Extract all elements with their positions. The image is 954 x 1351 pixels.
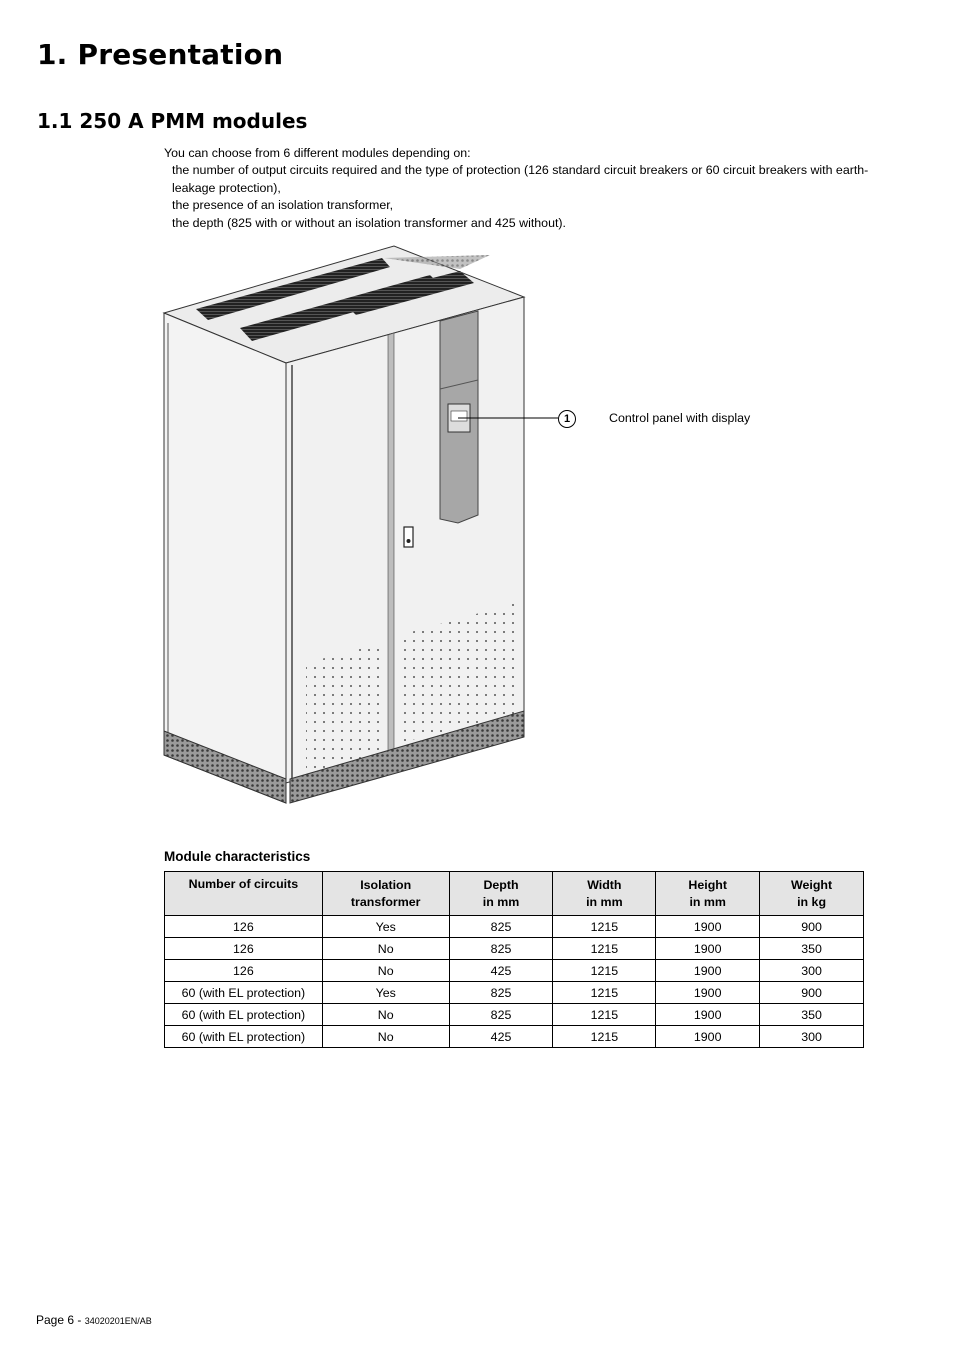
door-handle <box>404 527 413 547</box>
table-row <box>165 916 864 938</box>
column-header: Height in mm <box>656 872 760 916</box>
column-header: Width in mm <box>553 872 656 916</box>
column-header: Number of circuits <box>165 872 323 916</box>
callout-label: Control panel with display <box>609 411 751 425</box>
table-cell: 300 <box>760 1026 864 1048</box>
table-cell: 350 <box>760 938 864 960</box>
intro-bullet: the number of output circuits required and the type of protection (126 standard circuit breakers or 60 circuit breakers with earth-leakage protection), <box>172 163 869 195</box>
table-cell: 825 <box>449 982 553 1004</box>
table-cell: 1900 <box>656 938 760 960</box>
column-header: Depth in mm <box>449 872 553 916</box>
page-number: Page 6 - <box>36 1313 85 1327</box>
intro-bullet: the presence of an isolation transformer, <box>172 198 394 213</box>
table-cell: 825 <box>449 938 553 960</box>
table-cell: No <box>322 1004 449 1026</box>
table-cell: 1215 <box>553 938 656 960</box>
table-cell: 1900 <box>656 960 760 982</box>
table-cell: 1215 <box>553 982 656 1004</box>
intro-lead: You can choose from 6 different modules depending on: <box>164 146 471 160</box>
table-cell: 350 <box>760 1004 864 1026</box>
table-row <box>165 982 864 1004</box>
module-characteristics-table <box>164 871 864 1048</box>
table-cell: 126 <box>165 916 323 938</box>
page-footer <box>36 1313 152 1327</box>
table-cell: Yes <box>322 916 449 938</box>
table-cell: 60 (with EL protection) <box>165 982 323 1004</box>
callout-badge: 1 <box>558 410 576 428</box>
table-cell: 1215 <box>553 1004 656 1026</box>
table-header-row <box>165 872 864 916</box>
table-cell: 1900 <box>656 916 760 938</box>
table-cell: 300 <box>760 960 864 982</box>
door-split <box>388 333 394 753</box>
table-cell: 1900 <box>656 1026 760 1048</box>
perforated-area <box>306 643 382 773</box>
section-title: 1.1 250 A PMM modules <box>37 109 308 133</box>
column-header: Weight in kg <box>760 872 864 916</box>
table-cell: 1215 <box>553 916 656 938</box>
table-row <box>165 960 864 982</box>
intro-text <box>164 145 874 232</box>
document-reference: 34020201EN/AB <box>84 1316 152 1326</box>
table-cell: 425 <box>449 960 553 982</box>
table-cell: 1215 <box>553 960 656 982</box>
table-title: Module characteristics <box>164 849 311 864</box>
table-cell: 900 <box>760 982 864 1004</box>
table-cell: 1900 <box>656 982 760 1004</box>
table-cell: 900 <box>760 916 864 938</box>
table-cell: 825 <box>449 916 553 938</box>
table-cell: No <box>322 960 449 982</box>
table-cell: No <box>322 1026 449 1048</box>
intro-bullet: the depth (825 with or without an isolation transformer and 425 without). <box>172 215 566 230</box>
cabinet-illustration <box>160 243 600 813</box>
table-row <box>165 1004 864 1026</box>
table-cell: 126 <box>165 938 323 960</box>
table-cell: 425 <box>449 1026 553 1048</box>
cabinet-side <box>164 313 286 803</box>
table-row <box>165 1026 864 1048</box>
table-cell: 1900 <box>656 1004 760 1026</box>
table-cell: Yes <box>322 982 449 1004</box>
table-row <box>165 938 864 960</box>
table-cell: 60 (with EL protection) <box>165 1026 323 1048</box>
table-cell: 1215 <box>553 1026 656 1048</box>
table-cell: No <box>322 938 449 960</box>
table-cell: 60 (with EL protection) <box>165 1004 323 1026</box>
table-cell: 825 <box>449 1004 553 1026</box>
table-cell: 126 <box>165 960 323 982</box>
column-header: Isolation transformer <box>322 872 449 916</box>
page-title: 1. Presentation <box>37 38 284 71</box>
